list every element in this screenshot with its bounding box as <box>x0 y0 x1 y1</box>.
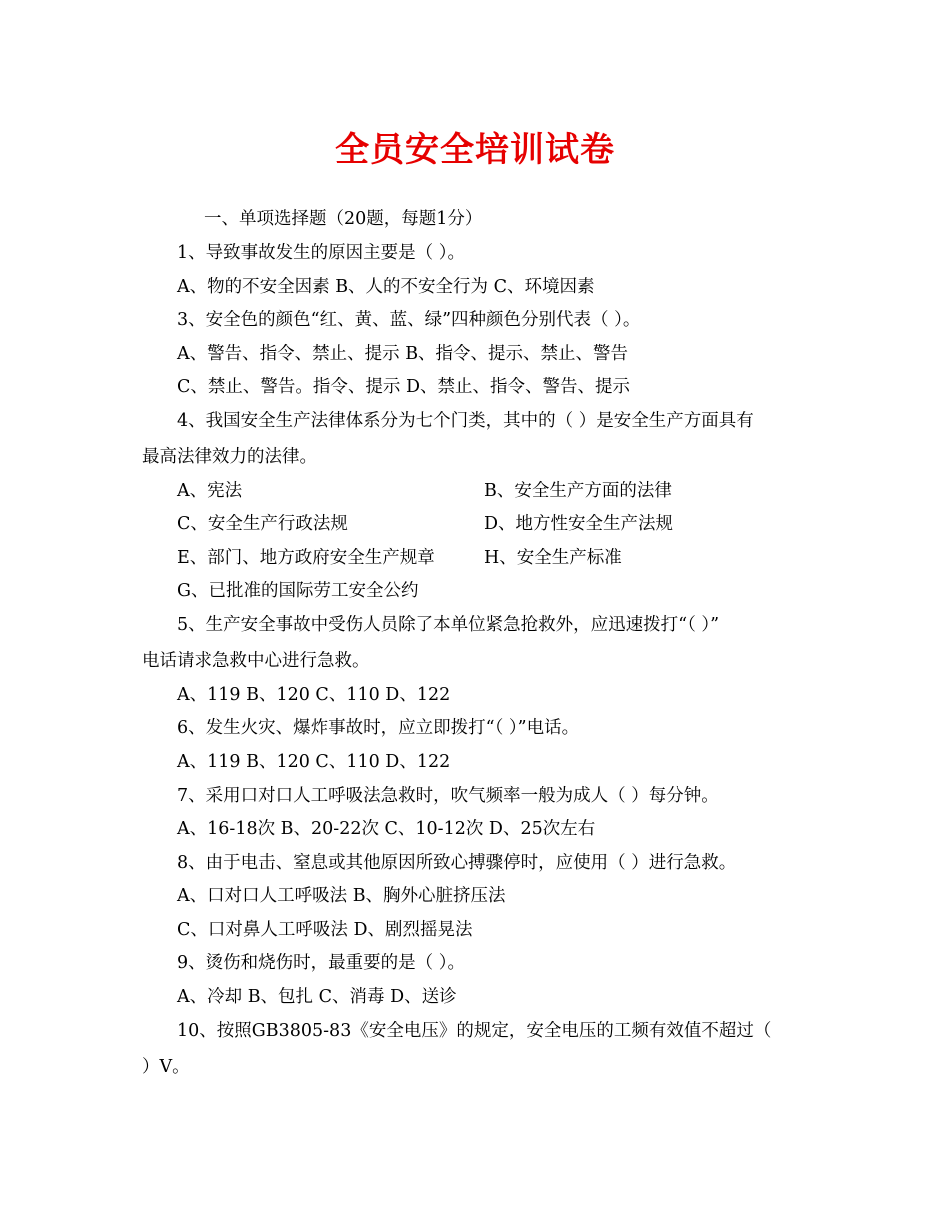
question-4-option-g: G、已批准的国际劳工安全公约 <box>177 581 419 601</box>
question-9-stem: 9、烫伤和烧伤时，最重要的是（ ）。 <box>177 953 465 973</box>
question-6-stem: 6、发生火灾、爆炸事故时，应立即拨打“（ ）”电话。 <box>177 718 580 738</box>
question-3-options-1: A、警告、指令、禁止、提示 B、指令、提示、禁止、警告 <box>177 344 629 364</box>
question-7-stem: 7、采用口对口人工呼吸法急救时，吹气频率一般为成人（ ）每分钟。 <box>177 786 719 806</box>
question-6-options: A、119 B、120 C、110 D、122 <box>177 752 451 772</box>
question-4-option-b: B、安全生产方面的法律 <box>484 481 672 501</box>
question-8-options-1: A、口对口人工呼吸法 B、胸外心脏挤压法 <box>177 886 506 906</box>
question-10-stem-line-1: 10、按照GB3805-83《安全电压》的规定，安全电压的工频有效值不超过（ <box>177 1021 772 1041</box>
question-10-stem-line-2: ）V。 <box>142 1057 190 1077</box>
question-4-stem-line-1: 4、我国安全生产法律体系分为七个门类，其中的（ ）是安全生产方面具有 <box>177 411 754 431</box>
question-4-option-a: A、宪法 <box>177 481 243 501</box>
question-1-options: A、物的不安全因素 B、人的不安全行为 C、环境因素 <box>177 277 595 297</box>
question-7-options: A、16-18次 B、20-22次 C、10-12次 D、25次左右 <box>177 819 596 839</box>
question-4-option-d: D、地方性安全生产法规 <box>484 514 674 534</box>
question-5-options: A、119 B、120 C、110 D、122 <box>177 685 451 705</box>
question-3-options-2: C、禁止、警告。指令、提示 D、禁止、指令、警告、提示 <box>177 377 630 397</box>
question-1-stem: 1、导致事故发生的原因主要是（ ）。 <box>177 243 465 263</box>
question-4-option-h: H、安全生产标准 <box>484 548 622 568</box>
question-9-options: A、冷却 B、包扎 C、消毒 D、送诊 <box>177 987 457 1007</box>
question-4-stem-line-2: 最高法律效力的法律。 <box>142 447 317 467</box>
question-8-stem: 8、由于电击、窒息或其他原因所致心搏骤停时，应使用（ ）进行急救。 <box>177 853 737 873</box>
question-8-options-2: C、口对鼻人工呼吸法 D、剧烈摇晃法 <box>177 920 473 940</box>
question-4-option-e: E、部门、地方政府安全生产规章 <box>177 548 435 568</box>
section-heading: 一、单项选择题（20题，每题1分） <box>204 209 483 229</box>
question-5-stem-line-2: 电话请求急救中心进行急救。 <box>142 651 370 671</box>
question-3-stem: 3、安全色的颜色“红、黄、蓝、绿”四种颜色分别代表（ ）。 <box>177 310 641 330</box>
question-5-stem-line-1: 5、生产安全事故中受伤人员除了本单位紧急抢救外，应迅速拨打“（ ）” <box>177 615 720 635</box>
exam-title: 全员安全培训试卷 <box>335 130 615 170</box>
question-4-option-c: C、安全生产行政法规 <box>177 514 348 534</box>
